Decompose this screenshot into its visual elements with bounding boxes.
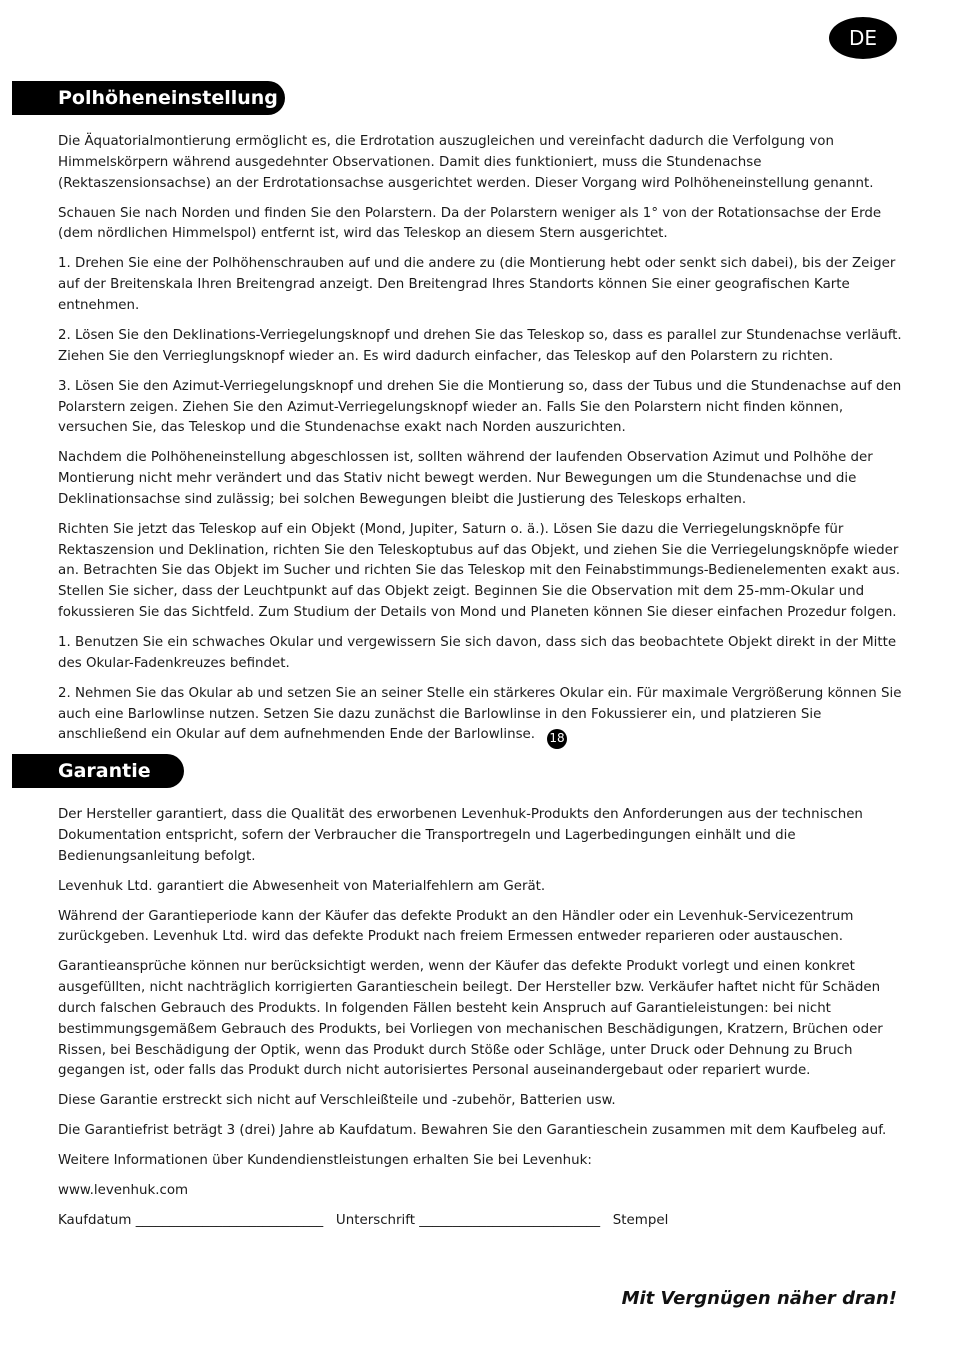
- paragraph: 1. Drehen Sie eine der Polhöhenschrauben auf und die andere zu (die Montierung hebt oder senkt sich dabei), bis der Zeiger auf der Breitenskala Ihren Breitengrad anzeigt. Den Breitengrad Ihres Standorts können Sie einer geografischen Karte entnehmen.: [58, 256, 896, 313]
- paragraph: Der Hersteller garantiert, dass die Qualität des erworbenen Levenhuk-Produkts den Anforderungen aus der technischen Dokumentation entspricht, sofern der Verbraucher die Transportregeln und Lagerbedingungen einhält und die Bedienungsanleitung befolgt.: [58, 807, 863, 864]
- paragraph-text: 2. Nehmen Sie das Okular ab und setzen Sie an seiner Stelle ein stärkeres Okular ein. Für maximale Vergrößerung können Sie auch eine Barlowlinse nutzen. Setzen Sie dazu zunächst die Barlowlinse in den Fokussierer ein, und platzieren Sie anschließend ein Okular auf dem aufnehmenden Ende der Barlowlinse.: [58, 685, 902, 743]
- paragraph: Richten Sie jetzt das Teleskop auf ein Objekt (Mond, Jupiter, Saturn o. ä.). Lösen Sie dazu die Verriegelungsknöpfe für Rektaszension und Deklination, richten Sie den Teleskoptubus auf das Objekt, und ziehen Sie die Verriegelungsknöpfe wieder an. Betrachten Sie das Objekt im Sucher und richten Sie das Teleskop mit den Feinabstimmungs-Bedienelementen exakt aus. Stellen Sie sicher, dass der Leuchtpunkt auf das Objekt zeigt. Beginnen Sie die Observation mit dem 25-mm-Okular und fokussieren Sie das Sichtfeld. Zum Studium der Details von Mond und Planeten können Sie dieser einfachen Prozedur folgen.: [58, 521, 901, 621]
- signature-line: Kaufdatum ____________________________ Unterschrift ___________________________ Stempel: [58, 1213, 669, 1229]
- paragraph: 2. Lösen Sie den Deklinations-Verriegelungsknopf und drehen Sie das Teleskop so, dass es parallel zur Stundenachse verläuft. Ziehen Sie den Verrieglungsknopf wieder an. Es wird dadurch einfacher, das Teleskop auf den Polarstern zu richten.: [58, 327, 902, 364]
- paragraph: 3. Lösen Sie den Azimut-Verriegelungsknopf und drehen Sie die Montierung so, dass der Tubus und die Stundenachse auf den Polarstern zeigen. Ziehen Sie den Azimut-Verriegelungsknopf wieder an. Falls Sie den Polarstern nicht finden können, versuchen Sie, das Teleskop und die Stundenachse exakt nach Norden auszurichten.: [58, 378, 902, 436]
- language-badge: DE: [829, 17, 897, 59]
- paragraph: Levenhuk Ltd. garantiert die Abwesenheit von Materialfehlern am Gerät.: [58, 878, 546, 894]
- website-link[interactable]: www.levenhuk.com: [58, 1183, 189, 1199]
- brand-slogan: Mit Vergnügen näher dran!: [621, 1288, 897, 1309]
- section-title-polhoeheneinstellung: Polhöheneinstellung: [12, 81, 285, 115]
- page-number-badge: 18: [547, 729, 567, 749]
- paragraph: Nachdem die Polhöheneinstellung abgeschlossen ist, sollten während der laufenden Observation Azimut und Polhöhe der Montierung nicht mehr verändert und das Stativ nicht bewegt werden. Nur Bewegungen um die Stundenachse und die Deklinationsachse sind zulässig; bei solchen Bewegungen bleibt die Justierung des Teleskops erhalten.: [58, 450, 873, 507]
- paragraph: Die Äquatorialmontierung ermöglicht es, die Erdrotation auszugleichen und vereinfacht dadurch die Verfolgung von Himmelskörpern während ausgedehnter Observationen. Damit dies funktioniert, muss die Stundenachse (Rektaszensionsachse) an der Erdrotationsachse ausgerichtet werden. Dieser Vorgang wird Polhöheneinstellung genannt.: [58, 134, 874, 191]
- paragraph: 1. Benutzen Sie ein schwaches Okular und vergewissern Sie sich davon, dass sich das beobachtete Objekt direkt in der Mitte des Okular-Fadenkreuzes befindet.: [58, 635, 897, 671]
- paragraph: Weitere Informationen über Kundendienstleistungen erhalten Sie bei Levenhuk:: [58, 1153, 592, 1169]
- section-body-garantie: [58, 805, 904, 1241]
- section-body-polhoeheneinstellung: [58, 132, 904, 758]
- paragraph: Garantieansprüche können nur berücksichtigt werden, wenn der Käufer das defekte Produkt vorlegt und einen konkret ausgefüllten, nicht nachträglich korrigierten Garantieschein beilegt. Der Hersteller bzw. Verkäufer haftet nicht für Schäden durch falschen Gebrauch des Produkts. In folgenden Fällen besteht kein Anspruch auf Garantieleistungen: bei nicht bestimmungsgemäßem Gebrauch des Produkts, bei Vorliegen von mechanischen Beschädigungen, Kratzern, Brüchen oder Rissen, bei Beschädigung der Optik, wenn das Produkt durch Stöße oder Schläge, unter Druck oder Dehnung zu Bruch gegangen ist, oder falls das Produkt durch nicht autorisiertes Personal auseinandergebaut oder repariert wurde.: [58, 959, 883, 1079]
- paragraph-with-page-number: [58, 684, 904, 749]
- section-title-garantie: Garantie: [12, 754, 184, 788]
- paragraph: Diese Garantie erstreckt sich nicht auf Verschleißteile und -zubehör, Batterien usw.: [58, 1093, 616, 1109]
- paragraph: Schauen Sie nach Norden und finden Sie den Polarstern. Da der Polarstern weniger als 1° von der Rotationsachse der Erde (dem nördlichen Himmelspol) entfernt ist, wird das Teleskop an diesem Stern ausgerichtet.: [58, 205, 882, 242]
- paragraph: Die Garantiefrist beträgt 3 (drei) Jahre ab Kaufdatum. Bewahren Sie den Garantieschein zusammen mit dem Kaufbeleg auf.: [58, 1123, 887, 1139]
- paragraph: Während der Garantieperiode kann der Käufer das defekte Produkt an den Händler oder ein Levenhuk-Servicezentrum zurückgeben. Levenhuk Ltd. wird das defekte Produkt nach freiem Ermessen entweder reparieren oder austauschen.: [58, 908, 854, 945]
